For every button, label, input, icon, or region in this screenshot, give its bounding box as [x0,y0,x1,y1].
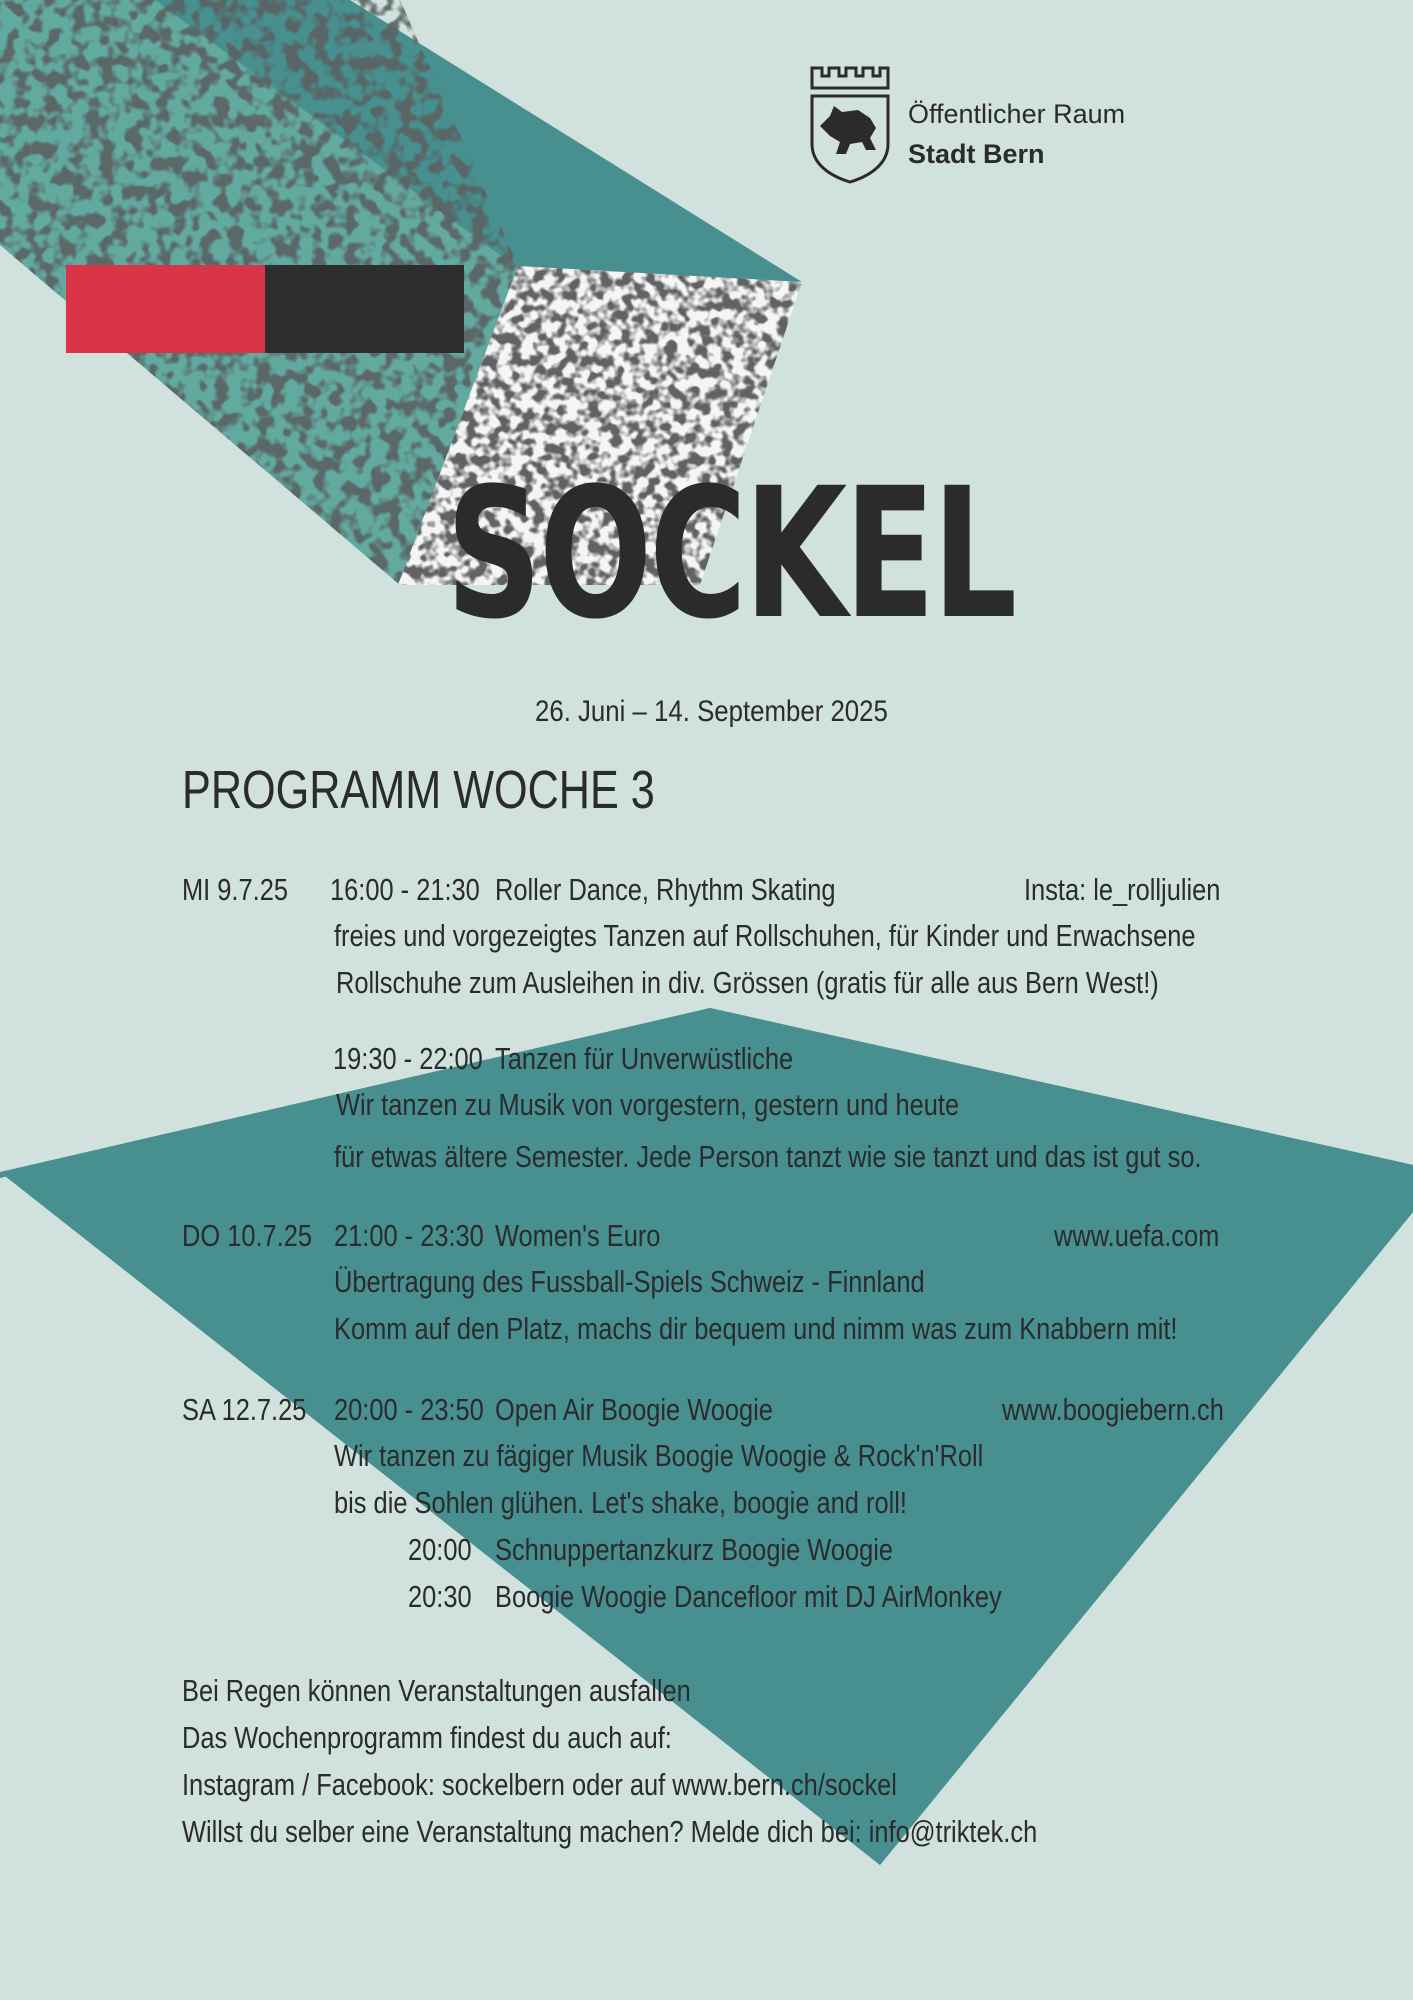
event-day: MI 9.7.25 [182,872,288,907]
event-title: Tanzen für Unverwüstliche [495,1041,794,1076]
week-heading: PROGRAMM WOCHE 3 [182,760,655,820]
date-range: 26. Juni – 14. September 2025 [535,695,888,728]
logo-line-1: Öffentlicher Raum [908,99,1126,129]
event-title: Women's Euro [495,1218,661,1253]
footer-line[interactable]: Willst du selber eine Veranstaltung machen? Melde dich bei: info@triktek.ch [182,1814,1038,1849]
footer-line: Das Wochenprogramm findest du auch auf: [182,1720,672,1755]
event-link[interactable]: Insta: le_rolljulien [1024,872,1221,907]
footer-line: Bei Regen können Veranstaltungen ausfallen [182,1673,691,1708]
event-link[interactable]: www.uefa.com [1054,1218,1220,1253]
event-day: DO 10.7.25 [182,1218,313,1253]
event-link[interactable]: www.boogiebern.ch [1002,1392,1224,1427]
event-day: SA 12.7.25 [182,1392,307,1427]
event-time: 21:00 - 23:30 [334,1218,484,1253]
event-description-line: Übertragung des Fussball-Spiels Schweiz - Finnland [334,1264,925,1299]
event-description-line: bis die Sohlen glühen. Let's shake, boogie and roll! [334,1485,907,1520]
event-title: Roller Dance, Rhythm Skating [495,872,836,907]
event-time: 20:00 - 23:50 [334,1392,484,1427]
logo-text [908,94,1125,174]
red-rectangle-shape [66,265,265,353]
bern-coat-of-arms-logo [810,66,890,184]
event-time: 16:00 - 21:30 [330,872,480,907]
event-description-line: freies und vorgezeigtes Tanzen auf Rollschuhen, für Kinder und Erwachsene [334,918,1196,953]
event-description-line: Komm auf den Platz, machs dir bequem und nimm was zum Knabbern mit! [334,1311,1178,1346]
footer-line[interactable]: Instagram / Facebook: sockelbern oder auf www.bern.ch/sockel [182,1767,897,1802]
sub-event-time: 20:00 [408,1532,472,1567]
event-description-line: für etwas ältere Semester. Jede Person tanzt wie sie tanzt und das ist gut so. [334,1139,1202,1174]
event-description-line: Wir tanzen zu Musik von vorgestern, gestern und heute [336,1087,960,1122]
sub-event-text: Schnuppertanzkurz Boogie Woogie [495,1532,894,1567]
sub-event-text: Boogie Woogie Dancefloor mit DJ AirMonkey [495,1579,1002,1614]
dark-rectangle-shape [265,265,464,353]
title: SOCKEL [446,450,1015,659]
sub-event-time: 20:30 [408,1579,472,1614]
event-time: 19:30 - 22:00 [333,1041,483,1076]
event-description-line: Rollschuhe zum Ausleihen in div. Grössen (gratis für alle aus Bern West!) [336,965,1159,1000]
event-title: Open Air Boogie Woogie [495,1392,773,1427]
logo-line-2: Stadt Bern [908,139,1045,169]
event-description-line: Wir tanzen zu fägiger Musik Boogie Woogie & Rock'n'Roll [334,1438,984,1473]
